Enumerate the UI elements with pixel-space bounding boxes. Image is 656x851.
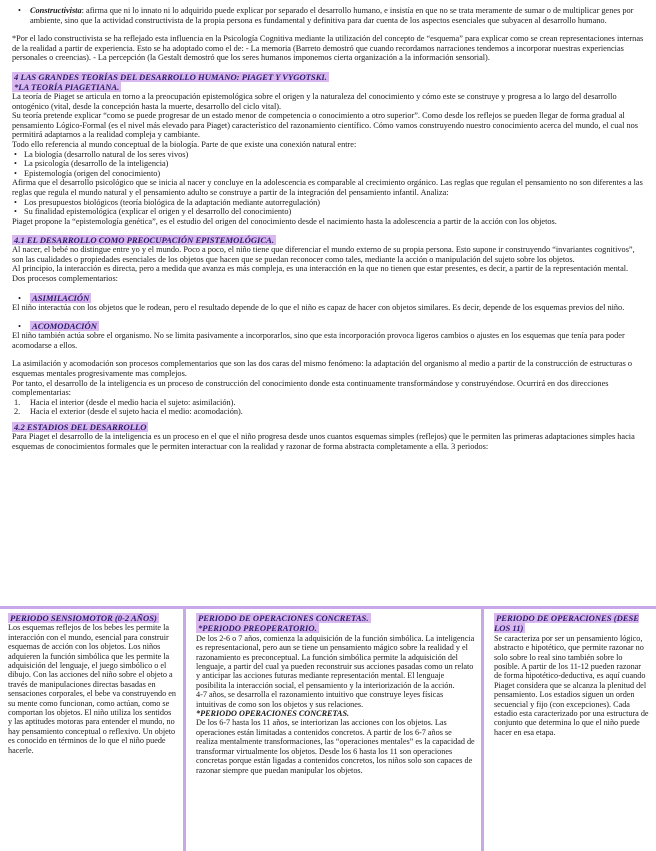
- stage-heading: PERIODO SENSIOMOTOR (0-2 AÑOS): [10, 613, 157, 623]
- piaget-theory-heading: *LA TEORÍA PIAGETIANA.: [14, 81, 120, 92]
- list-item: • Epistemología (origen del conocimiento): [12, 169, 646, 179]
- body-text: Al nacer, el bebé no distingue entre yo y el mundo. Poco a poco, el niño tiene que diferenciar el mundo externo de su propia persona. Esto supone ir construyendo “invariantes cognitivos”, son las cualidades o propiedades esenciales de los objetos que hacen que se puedan reconocer como tales, mediante la acción o manipulación del sujeto sobre los objetos.: [12, 245, 635, 264]
- stage-text: Los esquemas reflejos de los bebes les permite la interacción con el mundo, esencial para construir esquemas de acción con los objetos. Los niños adquieren la función simbólica que les permite la adquisición del lenguaje, el juego simbólico o el dibujo. Con las acciones del niño sobre el objeto a través de manipulaciones directas basadas en sensaciones corporales, el bebe va construyendo en su mente como funcionan, como actúan, como se comportan los objetos. El niño utiliza los sentidos y las aptitudes motoras para entender el mundo, no hay pensamiento conceptual o reflexivo. Un objeto es conocido en términos de lo que el niño puede hacerle.: [8, 623, 177, 755]
- stages-intro: Para Piaget el desarrollo de la inteligencia es un proceso en el que el niño progresa desde unos cuantos esquemas simples (reflejos) que le permiten las primeras adaptaciones simples hacia esquemas de conocimientos formales que le permiten interactuar con la realidad y razonar de forma abstracta completamente a ella. 3 periodos:: [12, 432, 635, 451]
- body-text: Por tanto, el desarrollo de la inteligencia es un proceso de construcción del conocimiento donde esta continuamente transformándose y construyéndose. Ocurrirá en dos direcciones complementarias:: [12, 378, 609, 398]
- stage-text: De los 6-7 hasta los 11 años, se interiorizan las acciones con los objetos. Las operaciones están limitadas a contenidos concretos. A partir de los 6-7 años se realiza mentalmente transformaciones, las “operaciones mentales” es la capacidad de transformar virtualmente los objetos. Desde los 6 hasta los 11 son operaciones concretas porque están ligadas a contenidos concretos, los niños solo son capaces de razonar siempre que puedan manipular los objetos.: [196, 718, 475, 775]
- list-item: • Su finalidad epistemológica (explicar el origen y el desarrollo del conocimiento): [12, 207, 646, 217]
- asimilacion-heading: ASIMILACIÓN: [32, 292, 90, 303]
- section-4-2-heading: 4.2 ESTADIOS DEL DESARROLLO: [14, 422, 147, 432]
- acomodacion-heading: ACOMODACIÓN: [32, 321, 97, 332]
- constructivista-text: : afirma que ni lo innato ni lo adquirido puede explicar por separado el desarrollo humano, e insistía en que no se trata meramente de sumar o de multiplicar genes por ambiente, sino que la actividad constructivista de la propia persona es fundamental y definitiva para dar cuenta de los aspectos esenciales que subyacen al desarrollo humano.: [30, 6, 634, 25]
- stage-text: 4-7 años, se desarrolla el razonamiento intuitivo que construye leyes físicas intuitivas de como son los objetos y sus relaciones.: [196, 690, 444, 709]
- body-text: Piaget propone la “epistemología genética”, es el estudio del origen del conocimiento desde el nacimiento hasta la adolescencia a partir de la acción con los objetos.: [12, 216, 557, 226]
- stage-subheading: *PERIODO PREOPERATORIO.: [198, 623, 317, 634]
- constructivista-bullet: [12, 6, 646, 25]
- stage-heading: PERIODO DE OPERACIONES CONCRETAS.: [198, 613, 369, 623]
- constructivista-label: Constructivista: [30, 6, 82, 15]
- stage-column-concretas: [186, 609, 484, 851]
- section-4-1-heading: 4.1 EL DESARROLLO COMO PREOCUPACIÓN EPISTEMOLÓGICA.: [14, 235, 274, 246]
- stage-column-formales: [484, 609, 656, 851]
- section-4-heading: 4 LAS GRANDES TEORÍAS DEL DESARROLLO HUMANO: PIAGET Y VYGOTSKI.: [14, 71, 327, 82]
- list-item: • La biología (desarrollo natural de los seres vivos): [12, 150, 646, 160]
- body-text: Al principio, la interacción es directa, pero a medida que avanza es más compleja, es una interacción en la que no tienen que estar presentes, es decir, a partir de la representación mental.: [12, 264, 629, 274]
- acomodacion-text: El niño también actúa sobre el organismo. No se limita pasivamente a incorporarlos, sino que esta incorporación provoca ligeros cambios o ajustes en los esquemas que tenía para poder acomodarse a ellos.: [12, 331, 625, 350]
- list-item: • La psicología (desarrollo de la inteligencia): [12, 159, 646, 169]
- body-text: Afirma que el desarrollo psicológico que se inicia al nacer y concluye en la adolescencia es comparable al crecimiento orgánico. Las reglas que regulan el pensamiento no son diferentes a las reglas que regula el mundo natural y el pensamiento adulto se construye a partir de la integración del pensamiento infantil. Analiza:: [12, 178, 643, 197]
- stage-text: De los 2-6 o 7 años, comienza la adquisición de la función simbólica. La inteligencia es representacional, pero aun se tiene un pensamiento mágico sobre la realidad y el razonamiento es preconceptual. La función simbólica permite la adquisición del lenguaje, a partir del cual ya pueden reconstruir sus acciones pasadas como un relato y anticipar las acciones futuras mediante representación mental. El lenguaje posibilita la interacción social, el pensamiento y la interiorización de la acción.: [196, 633, 475, 690]
- stage-text: Se caracteriza por ser un pensamiento lógico, abstracto e hipotético, que permite razonar no solo sobre lo real sino también sobre lo posible. A partir de los 11-12 pueden razonar de forma hipotético-deductiva, es aquí cuando Piaget considera que se alcanza la plenitud del pensamiento. Los estadios siguen un orden secuencial y fijo (con excepciones). Cada estadio esta caracterizado por una estructura de conjunto que determina lo que el niño puede hacer en esa etapa.: [494, 633, 649, 737]
- body-text: Su teoría pretende explicar “como se puede progresar de un estado menor de competencia o conocimiento a otro superior”. Como desde los reflejos se pueden llegar de forma gradual al pensamiento Lógico-Formal (es el nivel más elevado para Piaget) característico del razonamiento científico. Cómo vamos construyendo nuestro conocimiento acerca del mundo, el cual nos permitirá adaptarnos a la realidad compleja y cambiante.: [12, 111, 638, 140]
- numbered-item: 1. Hacia el interior (desde el medio hacia el sujeto: asimilación).: [14, 397, 236, 407]
- stage-subheading: *PERIODO OPERACIONES CONCRETAS.: [196, 709, 350, 719]
- numbered-item: 2. Hacia el exterior (desde el sujeto hacia el medio: acomodación).: [14, 407, 243, 417]
- body-text: La teoría de Piaget se articula en torno a la preocupación epistemológica sobre el origen y la naturaleza del conocimiento y cómo este se construye y progresa a lo largo del desarrollo ontogénico (vital, desde la concepción hasta la muerte, desarrollo del ciclo vital).: [12, 91, 617, 111]
- stages-table: [0, 606, 656, 851]
- stage-heading: PERIODO DE OPERACIONES (DESE LOS 11): [494, 613, 640, 634]
- intro-paragraph: *Por el lado constructivista se ha reflejado esta influencia en la Psicología Cognitiva mediante la utilización del concepto de “esquema” para explicar como se crean representaciones internas de la realidad a partir de experiencia. Esto se ha adoptado como el de: - La memoria (Barreto demostró que cuando recordamos narraciones tendemos a incorporar nuestras experiencias personales o creencias). - La percepción (la Gestalt demostró que los seres humanos imponemos cierta organización a la información sensorial).: [12, 34, 644, 63]
- asimilacion-text: El niño interactúa con los objetos que le rodean, pero el resultado depende de lo que el niño es capaz de hacer con objetos similares. Es decir, depende de los esquemas previos del niño.: [12, 302, 625, 312]
- body-text: Dos procesos complementarios:: [12, 274, 118, 284]
- stage-column-sensoriomotor: [0, 609, 186, 851]
- body-text: Todo ello referencia al mundo conceptual de la biología. Parte de que existe una conexión natural entre:: [12, 139, 357, 149]
- body-text: La asimilación y acomodación son procesos complementarios que son las dos caras del mismo fenómeno: la adaptación del organismo al medio a partir de la construcción de estructuras o esquemas mentales progresivamente mas complejos.: [12, 359, 633, 379]
- list-item: • Los presupuestos biológicos (teoría biológica de la adaptación mediante autorregulación): [12, 198, 646, 208]
